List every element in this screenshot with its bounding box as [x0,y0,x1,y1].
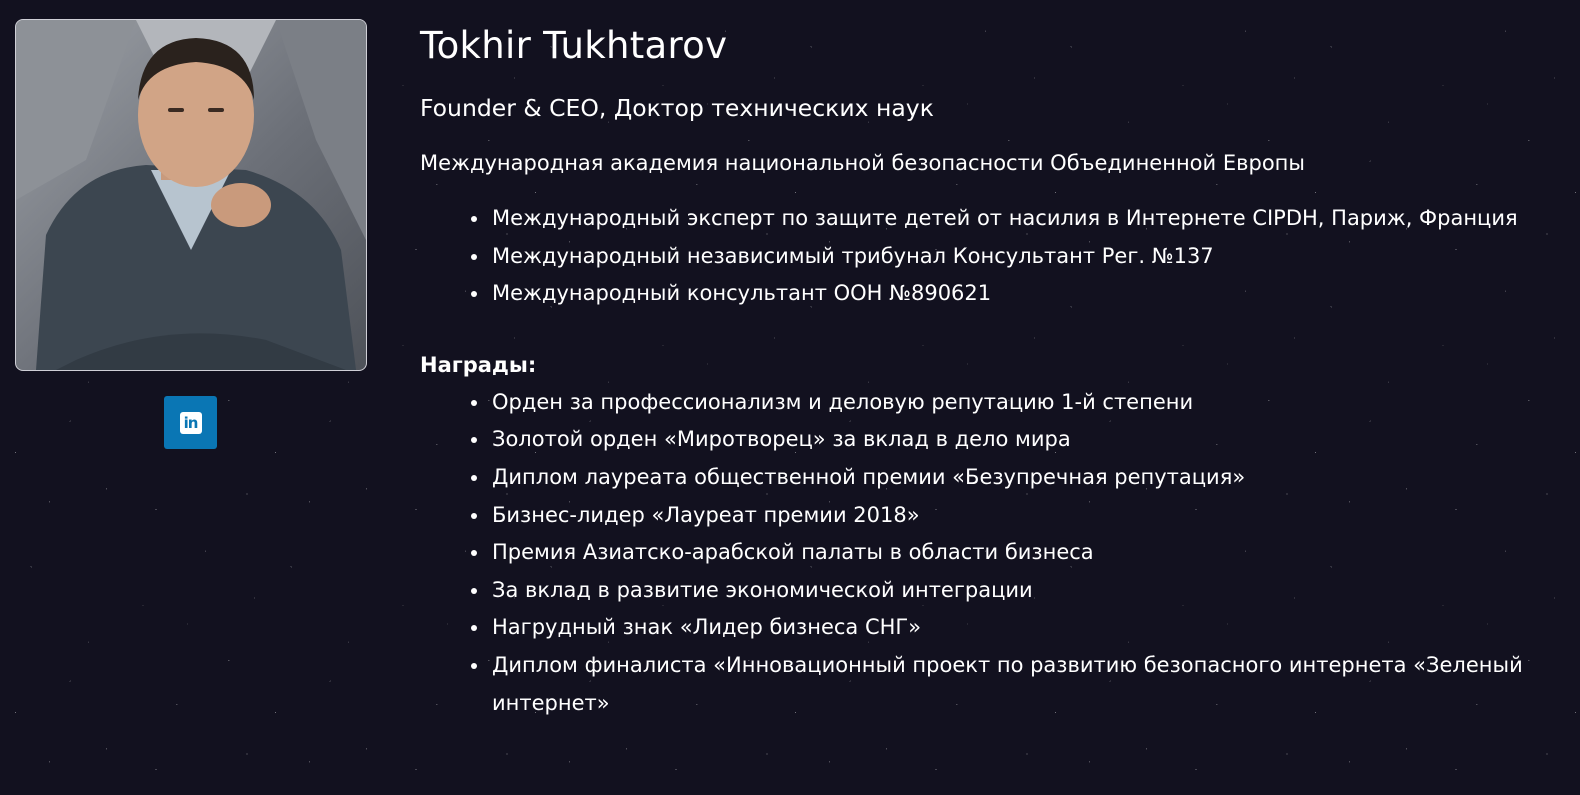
list-item: Нагрудный знак «Лидер бизнеса СНГ» [492,609,1550,647]
list-item: Международный независимый трибунал Консультант Рег. №137 [492,238,1550,276]
profile-photo [15,19,367,371]
list-item: Золотой орден «Миротворец» за вклад в дело мира [492,421,1550,459]
linkedin-icon: in [180,412,202,434]
person-name: Tokhir Tukhtarov [420,24,728,67]
list-item: Диплом лауреата общественной премии «Безупречная репутация» [492,459,1550,497]
list-item: Диплом финалиста «Инновационный проект по развитию безопасного интернета «Зеленый интернет» [492,647,1550,722]
list-item: Премия Азиатско-арабской палаты в области бизнеса [492,534,1550,572]
awards-list [420,384,1550,722]
list-item: За вклад в развитие экономической интеграции [492,572,1550,610]
experience-list [420,200,1550,313]
person-role: Founder & CEO, Доктор технических наук [420,94,934,122]
portrait-image [16,20,366,370]
list-item: Бизнес-лидер «Лауреат премии 2018» [492,497,1550,535]
person-organization: Международная академия национальной безопасности Объединенной Европы [420,151,1305,175]
profile-sidebar [15,19,367,432]
profile-content [420,22,1550,722]
list-item: Орден за профессионализм и деловую репутацию 1-й степени [492,384,1550,422]
list-item: Международный эксперт по защите детей от насилия в Интернете CIPDH, Париж, Франция [492,200,1550,238]
list-item: Международный консультант ООН №890621 [492,275,1550,313]
linkedin-button[interactable] [164,396,217,449]
awards-heading: Награды: [420,352,537,377]
